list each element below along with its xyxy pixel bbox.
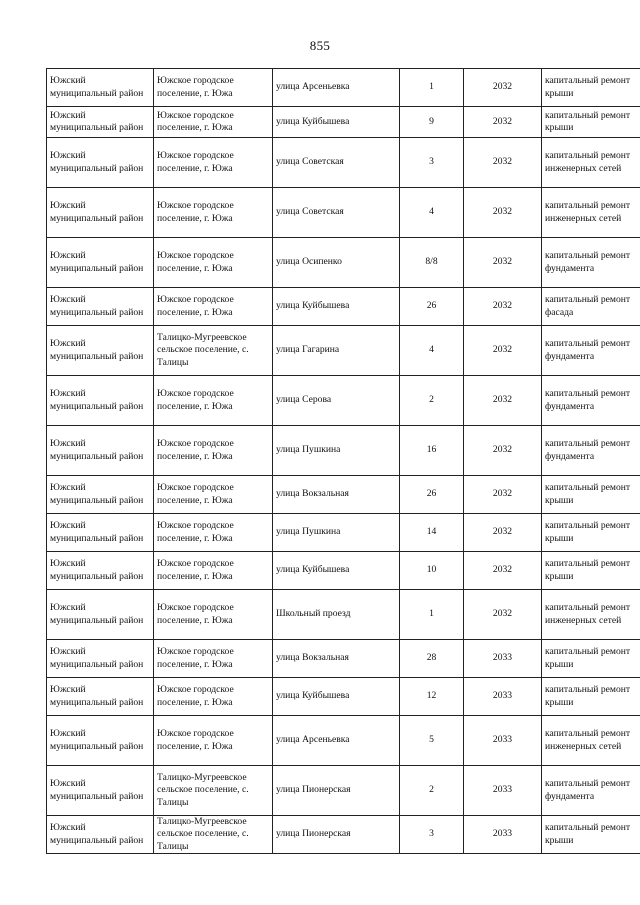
district-cell: Южский муниципальный район — [47, 326, 154, 376]
work-type-cell: капитальный ремонт крыши — [542, 640, 640, 678]
district-cell: Южский муниципальный район — [47, 476, 154, 514]
housing-repair-table — [46, 68, 640, 854]
house-number-cell: 8/8 — [400, 238, 464, 288]
table-row — [47, 426, 640, 476]
house-number-cell: 4 — [400, 326, 464, 376]
year-cell: 2033 — [464, 766, 542, 816]
year-cell: 2033 — [464, 640, 542, 678]
year-cell: 2033 — [464, 678, 542, 716]
table-row — [47, 376, 640, 426]
house-number-cell: 3 — [400, 816, 464, 854]
district-cell: Южский муниципальный район — [47, 426, 154, 476]
settlement-cell: Южское городское поселение, г. Южа — [154, 138, 273, 188]
table-row — [47, 288, 640, 326]
settlement-cell: Южское городское поселение, г. Южа — [154, 552, 273, 590]
work-type-cell: капитальный ремонт крыши — [542, 107, 640, 138]
settlement-cell: Южское городское поселение, г. Южа — [154, 376, 273, 426]
house-number-cell: 2 — [400, 376, 464, 426]
work-type-cell: капитальный ремонт инженерных сетей — [542, 590, 640, 640]
settlement-cell: Талицко-Мугреевское сельское поселение, с. Талицы — [154, 326, 273, 376]
work-type-cell: капитальный ремонт крыши — [542, 514, 640, 552]
table-row — [47, 69, 640, 107]
settlement-cell: Южское городское поселение, г. Южа — [154, 288, 273, 326]
district-cell: Южский муниципальный район — [47, 640, 154, 678]
year-cell: 2032 — [464, 188, 542, 238]
table-row — [47, 590, 640, 640]
work-type-cell: капитальный ремонт крыши — [542, 552, 640, 590]
table-row — [47, 816, 640, 854]
table-row — [47, 716, 640, 766]
table-row — [47, 476, 640, 514]
work-type-cell: капитальный ремонт крыши — [542, 816, 640, 854]
street-cell: улица Пионерская — [273, 816, 400, 854]
year-cell: 2032 — [464, 514, 542, 552]
settlement-cell: Южское городское поселение, г. Южа — [154, 514, 273, 552]
street-cell: улица Пушкина — [273, 426, 400, 476]
house-number-cell: 10 — [400, 552, 464, 590]
year-cell: 2032 — [464, 69, 542, 107]
settlement-cell: Южское городское поселение, г. Южа — [154, 238, 273, 288]
street-cell: улица Пушкина — [273, 514, 400, 552]
work-type-cell: капитальный ремонт крыши — [542, 678, 640, 716]
street-cell: улица Вокзальная — [273, 640, 400, 678]
work-type-cell: капитальный ремонт фасада — [542, 288, 640, 326]
district-cell: Южский муниципальный район — [47, 514, 154, 552]
street-cell: Школьный проезд — [273, 590, 400, 640]
settlement-cell: Южское городское поселение, г. Южа — [154, 716, 273, 766]
table-row — [47, 326, 640, 376]
work-type-cell: капитальный ремонт фундамента — [542, 238, 640, 288]
year-cell: 2032 — [464, 107, 542, 138]
settlement-cell: Талицко-Мугреевское сельское поселение, с. Талицы — [154, 816, 273, 854]
house-number-cell: 26 — [400, 288, 464, 326]
year-cell: 2032 — [464, 376, 542, 426]
table-row — [47, 514, 640, 552]
work-type-cell: капитальный ремонт фундамента — [542, 766, 640, 816]
house-number-cell: 5 — [400, 716, 464, 766]
year-cell: 2032 — [464, 590, 542, 640]
settlement-cell: Южское городское поселение, г. Южа — [154, 69, 273, 107]
district-cell: Южский муниципальный район — [47, 376, 154, 426]
street-cell: улица Куйбышева — [273, 678, 400, 716]
house-number-cell: 2 — [400, 766, 464, 816]
house-number-cell: 14 — [400, 514, 464, 552]
work-type-cell: капитальный ремонт инженерных сетей — [542, 188, 640, 238]
year-cell: 2033 — [464, 816, 542, 854]
table-row — [47, 678, 640, 716]
house-number-cell: 26 — [400, 476, 464, 514]
street-cell: улица Советская — [273, 188, 400, 238]
district-cell: Южский муниципальный район — [47, 766, 154, 816]
district-cell: Южский муниципальный район — [47, 590, 154, 640]
house-number-cell: 1 — [400, 590, 464, 640]
table-row — [47, 766, 640, 816]
house-number-cell: 9 — [400, 107, 464, 138]
street-cell: улица Арсеньевка — [273, 69, 400, 107]
settlement-cell: Южское городское поселение, г. Южа — [154, 188, 273, 238]
year-cell: 2032 — [464, 238, 542, 288]
street-cell: улица Пионерская — [273, 766, 400, 816]
district-cell: Южский муниципальный район — [47, 69, 154, 107]
table-row — [47, 238, 640, 288]
district-cell: Южский муниципальный район — [47, 138, 154, 188]
work-type-cell: капитальный ремонт инженерных сетей — [542, 138, 640, 188]
year-cell: 2032 — [464, 288, 542, 326]
work-type-cell: капитальный ремонт крыши — [542, 476, 640, 514]
table-row — [47, 138, 640, 188]
street-cell: улица Куйбышева — [273, 107, 400, 138]
work-type-cell: капитальный ремонт фундамента — [542, 426, 640, 476]
year-cell: 2032 — [464, 138, 542, 188]
table-row — [47, 107, 640, 138]
year-cell: 2032 — [464, 426, 542, 476]
street-cell: улица Вокзальная — [273, 476, 400, 514]
settlement-cell: Южское городское поселение, г. Южа — [154, 678, 273, 716]
year-cell: 2032 — [464, 552, 542, 590]
work-type-cell: капитальный ремонт фундамента — [542, 326, 640, 376]
house-number-cell: 1 — [400, 69, 464, 107]
district-cell: Южский муниципальный район — [47, 107, 154, 138]
house-number-cell: 16 — [400, 426, 464, 476]
year-cell: 2032 — [464, 476, 542, 514]
street-cell: улица Серова — [273, 376, 400, 426]
settlement-cell: Южское городское поселение, г. Южа — [154, 476, 273, 514]
table-body — [47, 69, 640, 854]
settlement-cell: Южское городское поселение, г. Южа — [154, 426, 273, 476]
district-cell: Южский муниципальный район — [47, 678, 154, 716]
page-number: 855 — [309, 38, 331, 53]
table-row — [47, 640, 640, 678]
district-cell: Южский муниципальный район — [47, 552, 154, 590]
street-cell: улица Арсеньевка — [273, 716, 400, 766]
work-type-cell: капитальный ремонт инженерных сетей — [542, 716, 640, 766]
street-cell: улица Куйбышева — [273, 552, 400, 590]
settlement-cell: Талицко-Мугреевское сельское поселение, с. Талицы — [154, 766, 273, 816]
table-row — [47, 552, 640, 590]
street-cell: улица Куйбышева — [273, 288, 400, 326]
house-number-cell: 12 — [400, 678, 464, 716]
year-cell: 2032 — [464, 326, 542, 376]
work-type-cell: капитальный ремонт фундамента — [542, 376, 640, 426]
district-cell: Южский муниципальный район — [47, 716, 154, 766]
year-cell: 2033 — [464, 716, 542, 766]
work-type-cell: капитальный ремонт крыши — [542, 69, 640, 107]
street-cell: улица Советская — [273, 138, 400, 188]
district-cell: Южский муниципальный район — [47, 288, 154, 326]
settlement-cell: Южское городское поселение, г. Южа — [154, 107, 273, 138]
street-cell: улица Гагарина — [273, 326, 400, 376]
house-number-cell: 3 — [400, 138, 464, 188]
street-cell: улица Осипенко — [273, 238, 400, 288]
settlement-cell: Южское городское поселение, г. Южа — [154, 640, 273, 678]
district-cell: Южский муниципальный район — [47, 816, 154, 854]
district-cell: Южский муниципальный район — [47, 238, 154, 288]
house-number-cell: 28 — [400, 640, 464, 678]
table-row — [47, 188, 640, 238]
district-cell: Южский муниципальный район — [47, 188, 154, 238]
house-number-cell: 4 — [400, 188, 464, 238]
settlement-cell: Южское городское поселение, г. Южа — [154, 590, 273, 640]
